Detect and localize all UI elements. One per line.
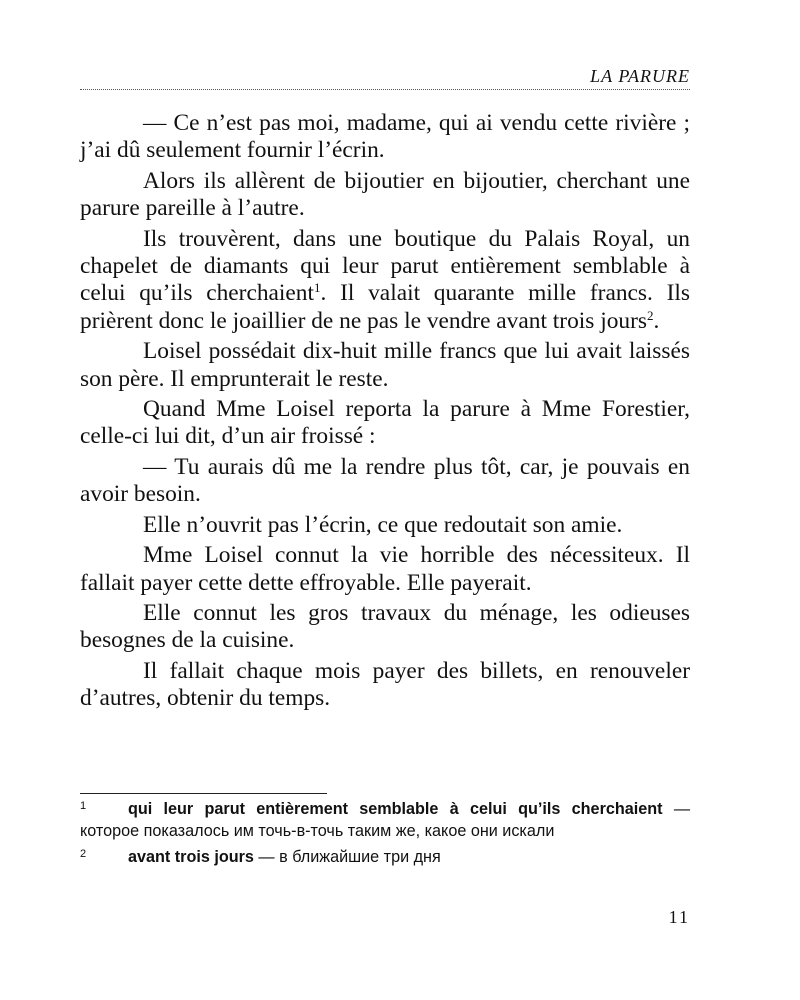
paragraph: Alors ils allèrent de bijoutier en bijoutier, cherchant une parure pareille à l’autre. <box>80 167 690 222</box>
paragraph: Quand Mme Loisel reporta la parure à Mme Forestier, celle-ci lui dit, d’un air froissé : <box>80 396 690 450</box>
page-number: 11 <box>668 907 690 927</box>
book-page <box>80 0 690 1000</box>
footnote-translation: — в ближайшие три дня <box>253 848 441 867</box>
footnote-separator <box>80 793 327 794</box>
footnote-term: avant trois jours <box>128 848 254 867</box>
paragraph-text: . <box>653 307 660 334</box>
header-dotted-rule <box>80 89 690 90</box>
paragraph: Elle connut les gros travaux du ménage, les odieuses besognes de la cuisine. <box>80 599 690 654</box>
paragraph: Il fallait chaque mois payer des billets, en renouveler d’autres, obtenir du temps. <box>80 657 690 712</box>
paragraph: Elle n’ouvrit pas l’écrin, ce que redoutait son amie. <box>143 511 623 538</box>
footnote: 2 avant trois jours — в ближайшие три дня <box>80 848 441 867</box>
body-text <box>80 110 690 716</box>
footnote-translation: — которое показалось им точь-в-точь таким же, какое они искали <box>80 800 691 840</box>
running-head: LA PARURE <box>590 66 690 86</box>
paragraph: — Tu aurais dû me la rendre plus tôt, car, je pouvais en avoir besoin. <box>80 453 690 508</box>
footnotes <box>80 799 690 869</box>
paragraph-with-footnotes <box>80 226 690 336</box>
paragraph-text: Ils trouvèrent, dans une boutique du Palais Royal, un chapelet de diamants qui leur parut entièrement semblable à celui qu’ils cherchaient <box>80 225 690 307</box>
paragraph-text: . Il valait quarante mille francs. Ils prièrent donc le joaillier de ne pas le vendre avant trois jours <box>80 280 690 334</box>
paragraph: Mme Loisel connut la vie horrible des nécessiteux. Il fallait payer cette dette effroyable. Elle payerait. <box>80 542 690 596</box>
footnote-ref-2: 2 <box>647 307 654 323</box>
footnote-term: qui leur parut entièrement semblable à celui qu’ils cherchaient <box>128 800 663 818</box>
footnote-ref-1: 1 <box>314 280 321 296</box>
paragraph: Loisel possédait dix-huit mille francs que lui avait laissés son père. Il emprunterait le reste. <box>80 338 690 392</box>
paragraph: — Ce n’est pas moi, madame, qui ai vendu cette rivière ; j’ai dû seulement fournir l’écrin. <box>80 110 690 164</box>
footnote: 1 qui leur parut entièrement semblable à celui qu’ils cherchaient — которое показалось им точь-в-точь таким же, какое они искали <box>80 800 691 840</box>
